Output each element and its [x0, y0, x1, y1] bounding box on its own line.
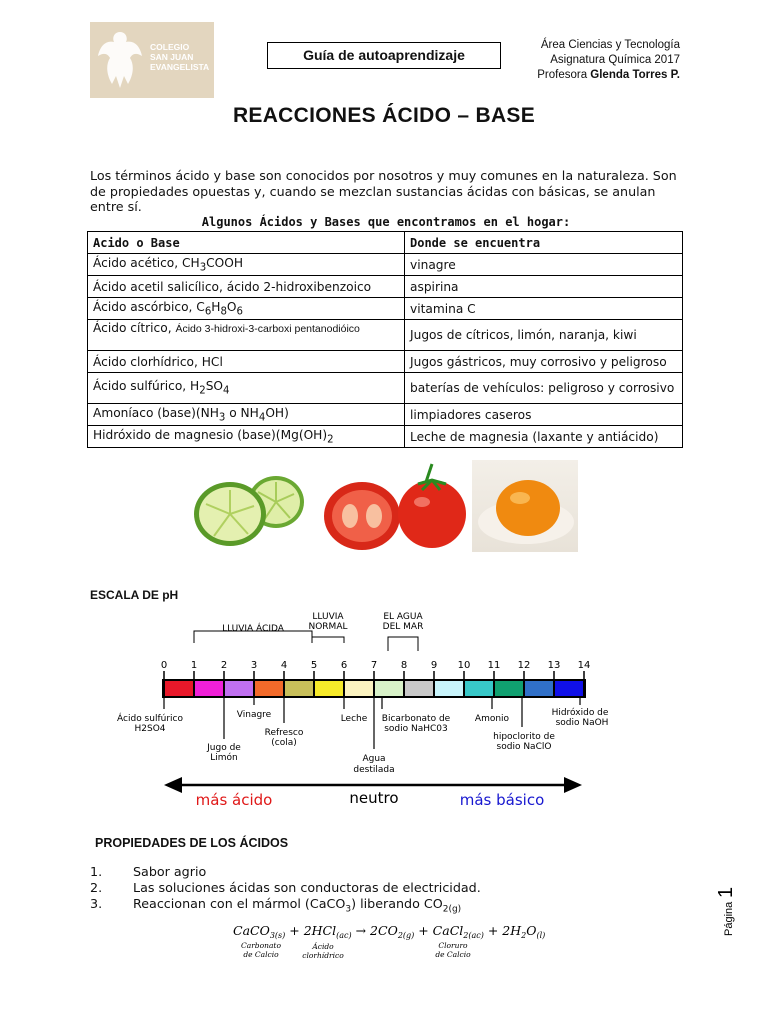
logo-line: SAN JUAN: [150, 52, 194, 62]
jugo-limon-label: Jugo de: [207, 743, 241, 753]
ph-number-label: 5: [310, 660, 318, 671]
table-row: [88, 276, 683, 298]
table-caption: Algunos Ácidos y Bases que encontramos en el hogar:: [201, 215, 571, 229]
ph-number-label: 8: [400, 660, 408, 671]
table-cell: Ácido acético, $CH_3COOH$: [88, 254, 405, 276]
chemical-equation: [225, 918, 555, 966]
properties-list: [90, 864, 481, 918]
teacher-label: [520, 68, 680, 83]
arrow-left-icon: [164, 777, 182, 793]
column-header: Acido o Base: [88, 232, 405, 254]
table-cell: Ácido sulfúrico, $H_2SO_4$: [88, 373, 405, 404]
subject-label: Asignatura Química 2017: [550, 54, 680, 66]
agua-mar-bracket: [388, 637, 418, 651]
refresco-label: (cola): [271, 738, 297, 748]
table-cell: Jugos de cítricos, limón, naranja, kiwi: [405, 320, 683, 351]
ph-number-label: 14: [577, 660, 591, 671]
ph-number-label: 11: [487, 660, 501, 671]
table-cell: limpiadores caseros: [405, 404, 683, 426]
caption-carbonato: Carbonato: [241, 941, 281, 950]
logo-line: COLEGIO: [150, 42, 190, 52]
ph-color-segment: [495, 681, 523, 696]
hidroxido-label: sodio NaOH: [555, 718, 609, 728]
eagle-emblem-icon: [94, 26, 146, 94]
lluvia-normal-bracket: [312, 637, 344, 643]
lluvia-normal-label: LLUVIA: [312, 612, 344, 622]
page-title: REACCIONES ÁCIDO – BASE: [232, 104, 536, 127]
agua-mar-label: EL AGUA: [383, 612, 423, 622]
page-number: [712, 880, 742, 940]
list-item: 3. Reaccionan con el mármol (CaCO$_3$) liberando $CO_{2(g)}$: [90, 896, 462, 915]
acids-bases-table: [87, 231, 683, 448]
ph-color-segment: [195, 681, 223, 696]
ph-color-segment: [285, 681, 313, 696]
ph-scale-diagram: [117, 605, 610, 815]
list-item: 1. Sabor agrio: [90, 864, 207, 879]
lluvia-normal-label: NORMAL: [308, 622, 348, 632]
ph-number-label: 1: [190, 660, 198, 671]
table-header-row: [88, 232, 683, 254]
acido-sulfurico-label: H2SO4: [134, 724, 166, 734]
table-cell: Ácido acetil salicílico, ácido 2-hidroxibenzoico: [88, 276, 405, 298]
caption-cloruro: de Calcio: [435, 950, 471, 959]
caption-acido: Ácido: [312, 942, 334, 951]
table-cell: Ácido clorhídrico, HCl: [88, 351, 405, 373]
ph-color-segment: [255, 681, 283, 696]
logo-line: EVANGELISTA: [150, 62, 210, 72]
properties-title: PROPIEDADES DE LOS ÁCIDOS: [95, 836, 289, 850]
svg-text:CaCO3(s) + 2HCl(ac) → 2CO2(g): CaCO$_{3(s)}$ + $2HCl_{(ac)} \to 2CO_{2(g)}$ + CaCl$_{2(ac)}$ + $2H_2O_{(l)}$: [233, 923, 546, 940]
table-row: [88, 351, 683, 373]
arrow-right-icon: [564, 777, 582, 793]
agua-label: destilada: [353, 765, 395, 775]
table-row: [88, 373, 683, 404]
table-row: [88, 320, 683, 351]
agua-label: Agua: [362, 754, 386, 764]
ph-number-label: 13: [547, 660, 561, 671]
ph-color-segment: [315, 681, 343, 696]
amonio-label: Amonio: [474, 714, 510, 724]
vinagre-label: Vinagre: [236, 710, 272, 720]
ph-number-label: 12: [517, 660, 531, 671]
table-cell: aspirina: [405, 276, 683, 298]
ph-number-label: 7: [370, 660, 378, 671]
bicarbonato-label: Bicarbonato de: [381, 714, 451, 724]
caption-cloruro: Cloruro: [438, 941, 468, 950]
hidroxido-label: Hidróxido de: [551, 708, 609, 718]
hipoclorito-label: sodio NaClO: [496, 742, 552, 752]
ph-color-segment: [165, 681, 193, 696]
ph-color-segment: [465, 681, 493, 696]
caption-acido: clorhídrico: [302, 951, 344, 960]
ph-number-label: 4: [280, 660, 288, 671]
table-cell: vinagre: [405, 254, 683, 276]
lime-image: [192, 460, 308, 552]
table-cell: Jugos gástricos, muy corrosivo y peligroso: [405, 351, 683, 373]
page-word: Página: [723, 901, 735, 936]
table-row: [88, 404, 683, 426]
table-row: [88, 254, 683, 276]
ph-number-label: 6: [340, 660, 348, 671]
area-label: Área Ciencias y Tecnología: [540, 39, 680, 51]
leche-label: Leche: [340, 714, 368, 724]
table-cell: Ácido cítrico, Ácido 3-hidroxi-3-carboxi pentanodióico: [88, 320, 405, 351]
column-header: Donde se encuentra: [405, 232, 683, 254]
ph-color-segment: [555, 681, 583, 696]
table-cell: Amoníaco $(base)(NH_3$ o $NH_4OH$): [88, 404, 405, 426]
ph-color-segment: [435, 681, 463, 696]
caption-carbonato: de Calcio: [243, 950, 279, 959]
ph-color-segment: [225, 681, 253, 696]
ph-color-segment: [525, 681, 553, 696]
ph-number-label: 3: [250, 660, 258, 671]
mas-acido-label: más ácido: [195, 791, 273, 809]
teacher-name: Glenda Torres P.: [590, 69, 680, 81]
header-info: [520, 38, 680, 83]
teacher-prefix: Profesora: [537, 69, 591, 81]
table-row: [88, 426, 683, 448]
ph-number-label: 10: [457, 660, 471, 671]
ph-color-segment: [375, 681, 403, 696]
ph-number-label: 2: [220, 660, 228, 671]
table-cell: Ácido ascórbico, $C_6H_8O_6$: [88, 298, 405, 320]
guide-title: Guía de autoaprendizaje: [267, 42, 501, 69]
table-cell: Hidróxido de magnesio $(base)(Mg(OH)_2$: [88, 426, 405, 448]
refresco-label: Refresco: [264, 728, 304, 738]
bicarbonato-label: sodio NaHC03: [384, 724, 448, 734]
table-cell: baterías de vehículos: peligroso y corrosivo: [405, 373, 683, 404]
ph-color-segment: [405, 681, 433, 696]
acido-sulfurico-label: Ácido sulfúrico: [117, 714, 183, 724]
mas-basico-label: más básico: [459, 791, 545, 809]
ph-number-label: 0: [160, 660, 168, 671]
intro-paragraph: Los términos ácido y base son conocidos por nosotros y muy comunes en la naturaleza. Son de propiedades opuestas y, cuando se mezclan sustancias ácidas con básicas, se anulan entre sí.: [90, 168, 677, 214]
ph-scale-label: ESCALA DE pH: [90, 588, 179, 602]
tomato-image: [322, 460, 467, 552]
ph-numbers: [161, 660, 591, 671]
table-row: [88, 298, 683, 320]
table-cell: Leche de magnesia (laxante y antiácido): [405, 426, 683, 448]
jugo-limon-label: Limón: [210, 753, 238, 763]
agua-mar-label: DEL MAR: [382, 622, 424, 632]
egg-yolk-image: [472, 460, 578, 552]
page-number-value: 1: [715, 886, 737, 898]
ph-number-label: 9: [430, 660, 438, 671]
list-item: 2. Las soluciones ácidas son conductoras de electricidad.: [90, 880, 481, 895]
table-cell: vitamina C: [405, 298, 683, 320]
hipoclorito-label: hipoclorito de: [493, 732, 555, 742]
school-logo: [90, 22, 214, 98]
ph-color-segment: [345, 681, 373, 696]
neutro-label: neutro: [349, 789, 399, 807]
lluvia-acida-label: LLUVIA ÁCIDA: [222, 624, 284, 634]
